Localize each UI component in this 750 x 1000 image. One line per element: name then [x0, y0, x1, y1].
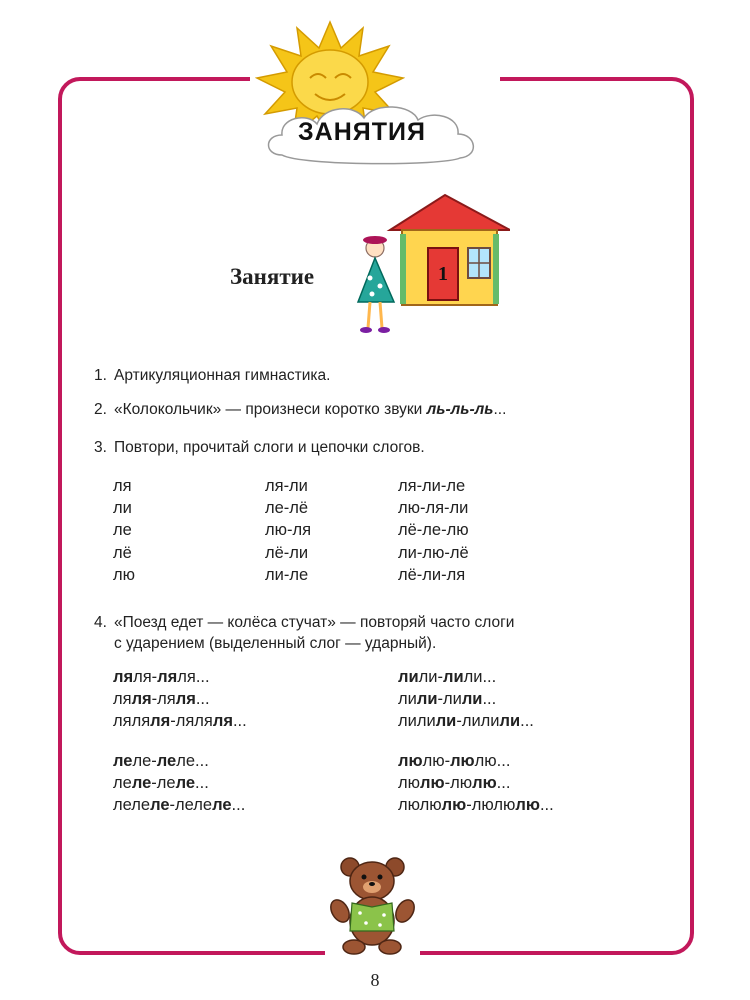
syllable: ли [113, 499, 132, 518]
rhythm-line: ляля-ляля... [113, 690, 210, 708]
syllable: ли-лю-лё [398, 543, 469, 562]
rhythm-group-le [113, 750, 245, 816]
page-number: 8 [370, 970, 380, 990]
rhythm-line: леле-леле... [113, 774, 209, 792]
syllable: лё-ли [265, 543, 309, 562]
rhythm-group-li [398, 666, 534, 732]
rhythm-line: ляля-ляля... [113, 668, 210, 686]
teddy-bear-icon [330, 855, 415, 955]
rhythm-line: люлю-люлю... [398, 774, 511, 792]
task-4: 4. «Поезд едет — колёса стучат» — повторяй часто слоги с ударением (выделенный слог — ударный). [94, 614, 515, 652]
syllable: ле [113, 521, 132, 540]
syllable: ля [113, 477, 132, 495]
syllable: лё [113, 543, 132, 562]
syllable: лю-ля [265, 521, 312, 540]
task-2: 2. «Колокольчик» — произнеси коротко звуки ль-ль-ль... [94, 401, 507, 418]
syllables-col-3 [398, 475, 469, 586]
rhythm-group-la [113, 666, 247, 732]
house-icon [350, 190, 510, 340]
task-1: 1. Артикуляционная гимнастика. [94, 367, 331, 384]
rhythm-line: лелеле-лелеле... [113, 796, 246, 814]
syllable: лю [113, 565, 136, 584]
syllable: лю-ля-ли [398, 499, 469, 518]
syllable: ле-лё [265, 499, 309, 518]
syllable: лё-ле-лю [398, 521, 469, 540]
syllables-col-2 [265, 475, 311, 586]
syllable: лё-ли-ля [398, 565, 466, 584]
syllable: ля-ли [265, 477, 308, 495]
task-3: 3. Повтори, прочитай слоги и цепочки слогов. [94, 439, 425, 456]
house-number: 1 [438, 263, 448, 285]
rhythm-line: люлюлю-люлюлю... [398, 796, 554, 814]
rhythm-line: леле-леле... [113, 752, 209, 770]
lesson-title: Занятие [230, 264, 315, 289]
syllable: ля-ли-ле [398, 477, 466, 495]
rhythm-line: лили-лили... [398, 690, 497, 708]
syllable: ли-ле [265, 565, 309, 584]
rhythm-line: ляляля-ляляля... [113, 712, 247, 730]
header-title: ЗАНЯТИЯ [298, 118, 426, 146]
rhythm-line: лили-лили... [398, 668, 497, 686]
rhythm-group-lu [398, 750, 554, 816]
rhythm-line: лилили-лилили... [398, 712, 534, 730]
rhythm-line: люлю-люлю... [398, 752, 511, 770]
syllables-col-1 [113, 475, 135, 586]
